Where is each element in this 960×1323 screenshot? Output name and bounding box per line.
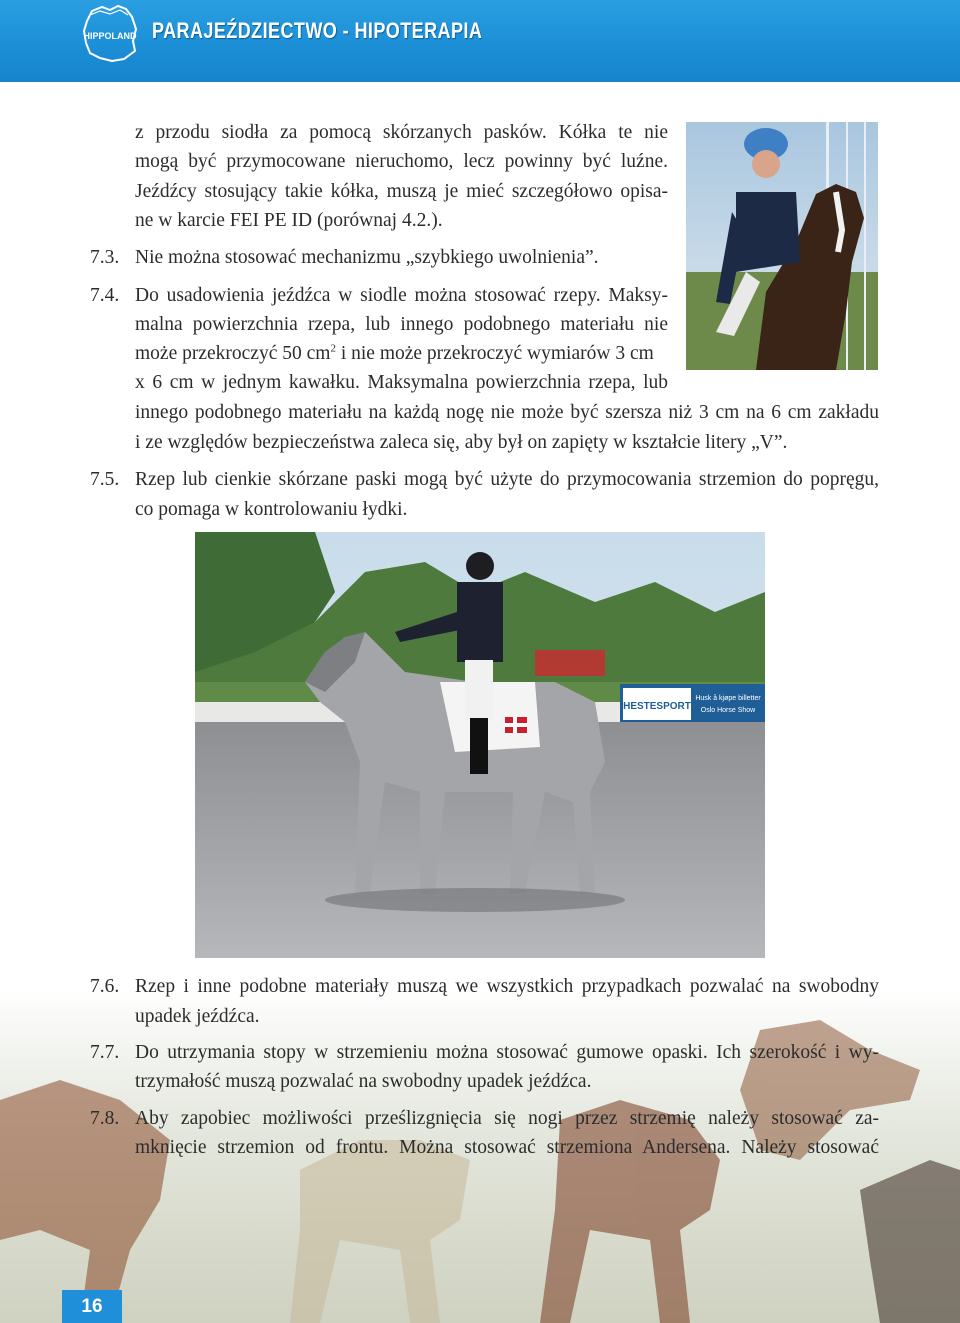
svg-text:HIPPOLAND: HIPPOLAND (83, 31, 137, 41)
section-number-7-4: 7.4. (90, 285, 120, 306)
section-7-4-line-5: innego podobnego materiału na każdą nogę nie może być szersza niż 3 cm na 6 cm zakładu (135, 402, 879, 423)
page-number-box (62, 1290, 122, 1323)
intro-line-2: mogą być przymocowane nieruchomo, lecz powinny być luźne. (135, 151, 668, 172)
svg-text:HESTESPORT: HESTESPORT (623, 701, 691, 712)
section-7-4-line-1: Do usadowienia jeźdźca w siodle można stosować rzepy. Maksy- (135, 285, 668, 306)
section-number-7-6: 7.6. (90, 976, 120, 997)
intro-line-3: Jeźdźcy stosujący takie kółka, muszą je mieć szczegółowo opisa- (135, 181, 668, 202)
section-7-6-line-1: Rzep i inne podobne materiały muszą we wszystkich przypadkach pozwalać na swobodny (135, 976, 879, 997)
section-7-8-line-1: Aby zapobiec możliwości prześlizgnięcia się nogi przez strzemię należy stosować za- (135, 1108, 879, 1129)
svg-text:Husk å kjøpe billetter: Husk å kjøpe billetter (695, 695, 761, 702)
svg-text:Oslo Horse Show: Oslo Horse Show (700, 707, 756, 714)
section-number-7-5: 7.5. (90, 469, 120, 490)
section-7-7-line-2: trzymałość muszą pozwalać na swobodny upadek jeźdźca. (135, 1071, 592, 1092)
section-7-4-line-4: x 6 cm w jednym kawałku. Maksymalna powierzchnia rzepa, lub (135, 372, 668, 393)
section-number-7-8: 7.8. (90, 1108, 120, 1129)
header-title: PARAJEŹDZIECTWO - HIPOTERAPIA (152, 18, 483, 43)
section-7-7-line-1: Do utrzymania stopy w strzemieniu można stosować gumowe opaski. Ich szerokość i wy- (135, 1042, 879, 1063)
section-7-6-line-2: upadek jeźdźca. (135, 1006, 260, 1027)
photo-rider-dark-horse (686, 122, 878, 370)
hippoland-logo (80, 3, 140, 65)
intro-line-4: ne w karcie FEI PE ID (porównaj 4.2.). (135, 210, 443, 231)
section-7-5-line-2: co pomaga w kontrolowaniu łydki. (135, 499, 408, 520)
section-number-7-3: 7.3. (90, 247, 120, 268)
section-7-4-line-6: i ze względów bezpieczeństwa zaleca się, aby był on zapięty w kształcie litery „V”. (135, 432, 788, 453)
section-7-5-line-1: Rzep lub cienkie skórzane paski mogą być użyte do przymocowania strzemion do popręgu, (135, 469, 879, 490)
section-7-4-line-3: może przekroczyć 50 $cm^2$ i nie może przekroczyć wymiarów 3 cm (135, 342, 654, 364)
section-number-7-7: 7.7. (90, 1042, 120, 1063)
intro-line-1: z przodu siodła za pomocą skórzanych pasków. Kółka te nie (135, 122, 668, 143)
section-7-3-text: Nie można stosować mechanizmu „szybkiego uwolnienia”. (135, 247, 599, 268)
section-7-4-line-2: malna powierzchnia rzepa, lub innego podobnego materiału nie (135, 314, 668, 335)
header-bar (0, 0, 960, 82)
page-number: 16 (81, 1296, 103, 1317)
photo-grey-horse-dressage (195, 532, 765, 958)
section-7-8-line-2: mknięcie strzemion od frontu. Można stosować strzemiona Andersena. Należy stosować (135, 1137, 879, 1158)
